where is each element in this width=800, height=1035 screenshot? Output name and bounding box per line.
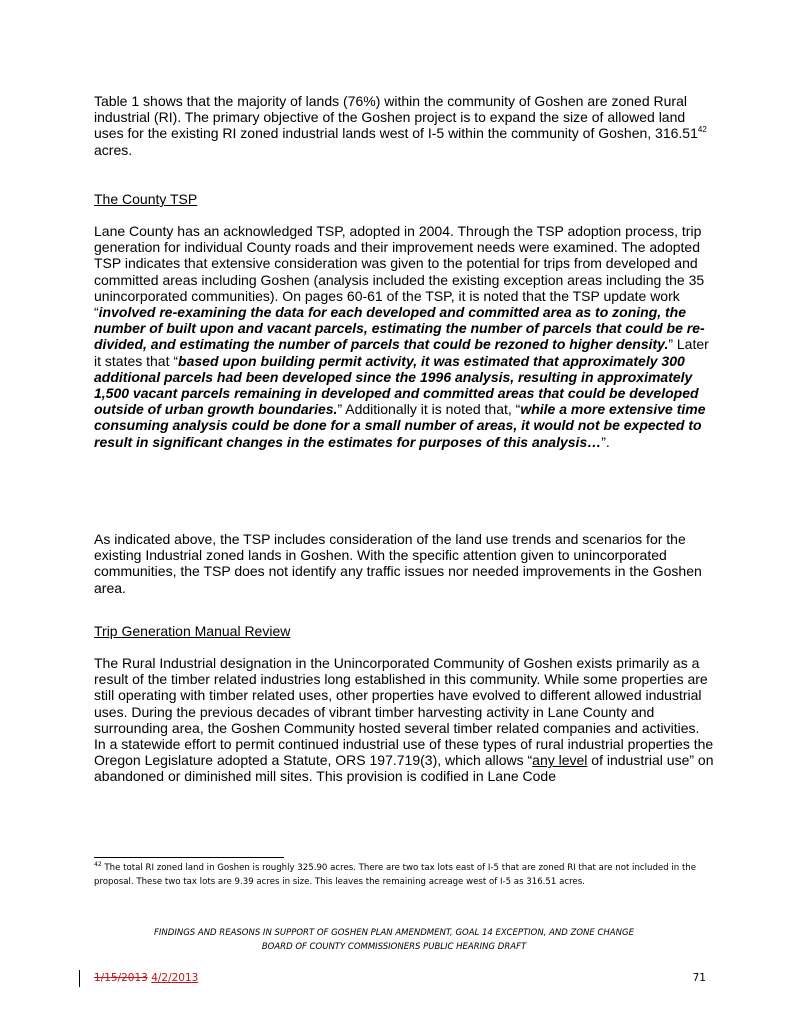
heading-trip-generation: Trip Generation Manual Review xyxy=(94,623,291,639)
paragraph-text: of industrial use” on abandoned or diminished mill sites. This provision is codified in Lane Code xyxy=(94,752,714,785)
paragraph-rural-industrial xyxy=(94,655,714,785)
paragraph-text: ”. xyxy=(601,433,610,450)
inserted-date: 4/2/2013 xyxy=(151,972,199,984)
underlined-text: any level xyxy=(532,752,588,769)
footer-title-line-2: BOARD OF COUNTY COMMISSIONERS PUBLIC HEARING DRAFT xyxy=(261,942,527,952)
footnote-number: 42 xyxy=(94,861,102,868)
paragraph-tsp-summary: As indicated above, the TSP includes consideration of the land use trends and scenarios for the existing Industrial zoned lands in Goshen. With the specific attention given to unincorporated communities, the TSP does not identify any traffic issues nor needed improvements in the Goshen area. xyxy=(94,531,702,596)
tsp-quote-1: involved re-examining the data for each developed and committed area as to zoning, the number of built upon and vacant parcels, estimating the number of parcels that could be re-divided, and estimating the number of parcels that could be rezoned to higher density. xyxy=(94,304,705,353)
page-number: 71 xyxy=(692,972,706,984)
paragraph-text: Table 1 shows that the majority of lands (76%) within the community of Goshen are zoned Rural industrial (RI). The primary objective of the Goshen project is to expand the size of allowed land uses for the existing RI zoned industrial lands west of I-5 within the community of Goshen, 316.51 xyxy=(94,93,698,142)
footer-date xyxy=(94,972,198,984)
heading-county-tsp: The County TSP xyxy=(94,191,198,207)
revision-change-bar xyxy=(79,970,80,987)
tsp-quote-2: based upon building permit activity, it was estimated that approximately 300 additional parcels had been developed since the 1996 analysis, resulting in approximately 1,500 vacant parcels remaining in developed and committed areas that could be developed outside of urban growth boundaries. xyxy=(94,352,699,418)
footnote xyxy=(94,861,714,889)
footer-title xyxy=(94,926,694,954)
deleted-date: 1/15/2013 xyxy=(94,972,148,984)
footer-title-line-1: FINDINGS AND REASONS IN SUPPORT OF GOSHEN PLAN AMENDMENT, GOAL 14 EXCEPTION, AND ZONE CHANGE xyxy=(154,928,634,938)
paragraph-text: Lane County has an acknowledged TSP, adopted in 2004. Through the TSP adoption process, trip generation for individual County roads and their improvement needs were examined. The adopted TSP indicates that extensive consideration was given to the potential for trips from developed and committed areas including Goshen (analysis included the existing exception areas including the 35 unincorporated communities). On pages 60-61 of the TSP, it is noted that the TSP update work “ xyxy=(94,223,705,321)
paragraph-text: acres. xyxy=(94,141,133,158)
footnote-reference: 42 xyxy=(697,125,707,135)
paragraph-text: The Rural Industrial designation in the Unincorporated Community of Goshen exists primarily as a result of the timber related industries long established in this community. While some properties are still operating with timber related uses, other properties have evolved to different allowed industrial uses. During the previous decades of vibrant timber harvesting activity in Lane County and surrounding area, the Goshen Community hosted several timber related companies and activities. In a statewide effort to permit continued industrial use of these types of rural industrial properties the Oregon Legislature adopted a Statute, ORS 197.719(3), which allows “ xyxy=(94,655,714,769)
tsp-quote-3: while a more extensive time consuming analysis could be done for a small number of areas, it would not be expected to result in significant changes in the estimates for purposes of this analysis… xyxy=(94,401,706,450)
paragraph-county-tsp xyxy=(94,223,714,450)
paragraph-text: ” Later it states that “ xyxy=(94,336,709,369)
footnote-text: The total RI zoned land in Goshen is roughly 325.90 acres. There are two tax lots east of I-5 that are zoned RI that are not included in the proposal. These two tax lots are 9.39 acres in size. This leaves the remaining acreage west of I-5 as 316.51 acres. xyxy=(94,863,697,887)
paragraph-goshen-lands xyxy=(94,93,714,158)
footnote-separator xyxy=(94,857,284,858)
paragraph-text: ” Additionally it is noted that, “ xyxy=(337,401,521,418)
